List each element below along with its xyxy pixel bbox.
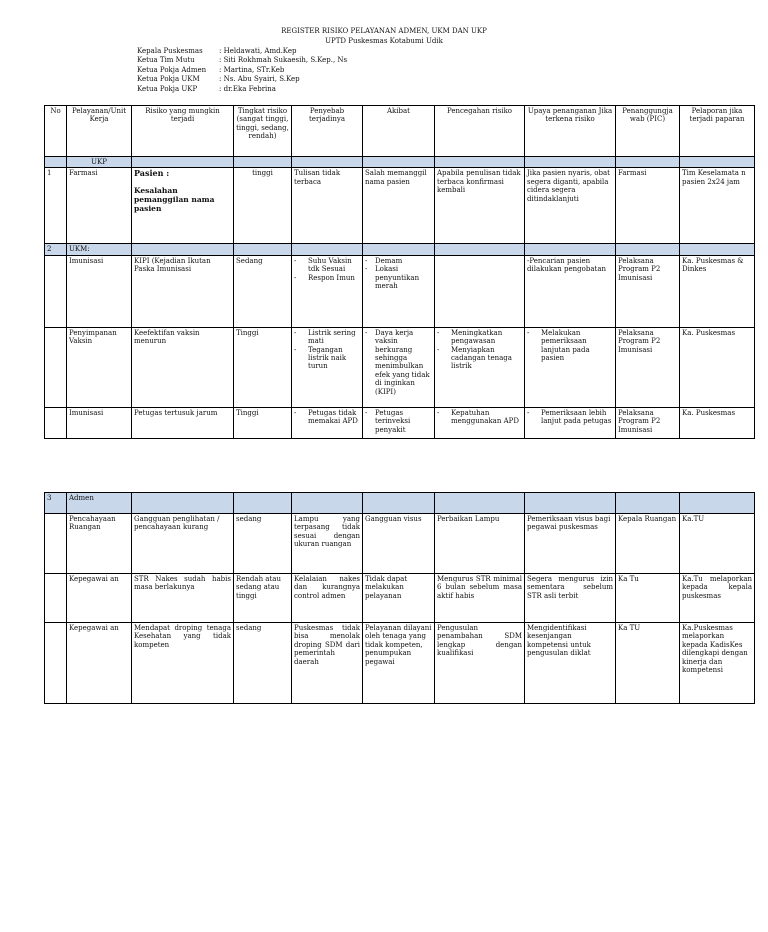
row-upaya [525,407,616,438]
row-pencegahan [435,407,525,438]
row-no: 1 [45,168,67,244]
header-akibat: Akibat [363,106,435,157]
row-pencegahan: Perbaikan Lampu [435,514,525,574]
list-item: - Demam [365,257,432,265]
section-label-admen: Admen [67,493,132,514]
row-pelaporan: Ka.Puskesmas melaporkan kepada KadisKes dilengkapi dengan kinerja dan kompetensi [680,623,755,704]
row-pic: Ka Tu [616,574,680,623]
list-item: - Lokasi penyuntikan merah [365,265,432,290]
list-item: - Melakukan pemeriksaan lanjutan pada pasien [527,329,613,363]
document-title: REGISTER RISIKO PELAYANAN ADMEN, UKM DAN UKP [281,27,487,35]
table-row [45,407,755,438]
header-tingkat: Tingkat risiko (sangat tinggi, tinggi, sedang, rendah) [234,106,292,157]
row-akibat [363,255,435,327]
row-tingkat: Sedang [234,255,292,327]
row-risiko: STR Nakes sudah habis masa berlakunya [132,574,234,623]
info-row-mutu: Ketua Tim Mutu : Siti Rokhmah Sukaesih, S.Kep., Ns [137,56,348,65]
info-row-admen: Ketua Pokja Admen : Martina, STr.Keb [137,65,285,74]
row-tingkat: Rendah atau sedang atau tinggi [234,574,292,623]
row-akibat: Tidak dapat melakukan pelayanan [363,574,435,623]
row-risiko: KIPI (Kejadian Ikutan Paska Imunisasi [132,255,234,327]
section-no-ukm: 2 [45,244,67,255]
row-penyebab: Kelalaian nakes dan kurangnya control admen [292,574,363,623]
row-upaya [525,327,616,407]
row-pic: Pelaksana Program P2 Imunisasi [616,327,680,407]
row-tingkat: sedang [234,623,292,704]
header-pelaporan: Pelaporan jika terjadi paparan [680,106,755,157]
section-label-ukp: UKP [67,157,132,168]
list-item: - Meningkatkan pengawasan [437,329,522,346]
table-header-row [45,106,755,157]
risk-table-ukp-ukm [44,105,755,439]
row-unit: Imunisasi [67,407,132,438]
table-row [45,514,755,574]
table-row [45,623,755,704]
row-pelaporan: Tim Keselamata n pasien 2x24 jam [680,168,755,244]
header-penyebab: Penyebab terjadinya [292,106,363,157]
list-item: - Respon Imun [294,274,360,282]
header-unit: Pelayanan/Unit Kerja [67,106,132,157]
row-pic: Farmasi [616,168,680,244]
list-item: - Daya kerja vaksin berkurang sehingga menimbulkan efek yang tidak di inginkan (KIPI) [365,329,432,396]
row-risiko: Keefektifan vaksin menurun [132,327,234,407]
row-tingkat: tinggi [234,168,292,244]
table-row [45,255,755,327]
row-unit: Kepegawai an [67,623,132,704]
row-akibat: Salah memanggil nama pasien [363,168,435,244]
row-penyebab [292,327,363,407]
row-upaya: -Pencarian pasien dilakukan pengobatan [525,255,616,327]
risk-table-admen [44,492,755,704]
info-row-kepala: Kepala Puskesmas : Heldawati, Amd.Kep [137,47,297,55]
table-row [45,327,755,407]
row-akibat: Gangguan visus [363,514,435,574]
section-row-ukm [45,244,755,255]
row-tingkat: Tinggi [234,407,292,438]
info-row-ukm: Ketua Pokja UKM : Ns. Abu Syairi, S.Kep [137,75,300,84]
risk-description: Kesalahan pemanggilan nama pasien [134,185,215,213]
list-item: - Menyiapkan cadangan tenaga listrik [437,346,522,371]
list-item: - Suhu Vaksin tdk Sesuai [294,257,360,274]
row-risiko: Gangguan penglihatan / pencahayaan kurang [132,514,234,574]
row-akibat [363,327,435,407]
row-upaya: Mengidentifikasi kesenjangan kompetensi untuk pengusulan diklat [525,623,616,704]
header-pic: Penanggungja wab (PIC) [616,106,680,157]
row-tingkat: sedang [234,514,292,574]
row-unit: Kepegawai an [67,574,132,623]
header-risiko: Risiko yang mungkin terjadi [132,106,234,157]
risk-subject: Pasien : [134,168,170,179]
document-subtitle: UPTD Puskesmas Kotabumi Udik [325,37,443,45]
section-no-admen: 3 [45,493,67,514]
row-pelaporan: Ka.Tu melaporkan kepada kepala puskesmas [680,574,755,623]
header-upaya: Upaya penanganan Jika terkena risiko [525,106,616,157]
row-pencegahan: Mengurus STR minimal 6 bulan sebelum masa aktif habis [435,574,525,623]
header-no: No [45,106,67,157]
row-penyebab: Lampu yang terpasang tidak sesuai dengan ukuran ruangan [292,514,363,574]
header-pencegahan: Pencegahan risiko [435,106,525,157]
row-pencegahan [435,327,525,407]
row-upaya: Segera mengurus izin sementara sebelum STR asli terbit [525,574,616,623]
row-penyebab: Tulisan tidak terbaca [292,168,363,244]
personnel-info [137,47,347,94]
list-item: - Pemeriksaan lebih lanjut pada petugas [527,409,613,426]
row-pelaporan: Ka. Puskesmas & Dinkes [680,255,755,327]
row-penyebab [292,407,363,438]
row-risiko: Mendapat droping tenaga Kesehatan yang tidak kompeten [132,623,234,704]
table-row [45,168,755,244]
row-pic: Kepala Ruangan [616,514,680,574]
row-pic: Pelaksana Program P2 Imunisasi [616,407,680,438]
table-row [45,574,755,623]
row-akibat [363,407,435,438]
row-upaya: Pemeriksaan visus bagi pegawai puskesmas [525,514,616,574]
section-row-admen [45,493,755,514]
row-penyebab: Puskesmas tidak bisa menolak droping SDM dari pemerintah daerah [292,623,363,704]
row-upaya: Jika pasien nyaris, obat segera diganti, apabila cidera segera ditindaklanjuti [525,168,616,244]
row-unit: Pencahayaan Ruangan [67,514,132,574]
section-row-ukp [45,157,755,168]
row-pelaporan: Ka.TU [680,514,755,574]
list-item: - Kepatuhan menggunakan APD [437,409,522,426]
row-unit: Farmasi [67,168,132,244]
row-unit: Imunisasi [67,255,132,327]
row-pic: Pelaksana Program P2 Imunisasi [616,255,680,327]
row-pic: Ka TU [616,623,680,704]
list-item: - Listrik sering mati [294,329,360,346]
row-risiko: Petugas tertusuk jarum [132,407,234,438]
row-pencegahan [435,255,525,327]
row-akibat: Pelayanan dilayani oleh tenaga yang tidak kompeten, penumpukan pegawai [363,623,435,704]
row-pelaporan: Ka. Puskesmas [680,407,755,438]
list-item: - Petugas tidak memakai APD [294,409,360,426]
row-unit: Penyimpanan Vaksin [67,327,132,407]
list-item: - Tegangan listrik naik turun [294,346,360,371]
row-penyebab [292,255,363,327]
row-pencegahan: Pengusulan penambahan SDM lengkap dengan kualifikasi [435,623,525,704]
row-tingkat: Tinggi [234,327,292,407]
section-label-ukm: UKM: [67,244,132,255]
row-pencegahan: Apabila penulisan tidak terbaca konfirmasi kembali [435,168,525,244]
info-row-ukp: Ketua Pokja UKP : dr.Eka Febrina [137,84,276,93]
row-risiko [132,168,234,244]
row-pelaporan: Ka. Puskesmas [680,327,755,407]
list-item: - Petugas terinveksi penyakit [365,409,432,434]
